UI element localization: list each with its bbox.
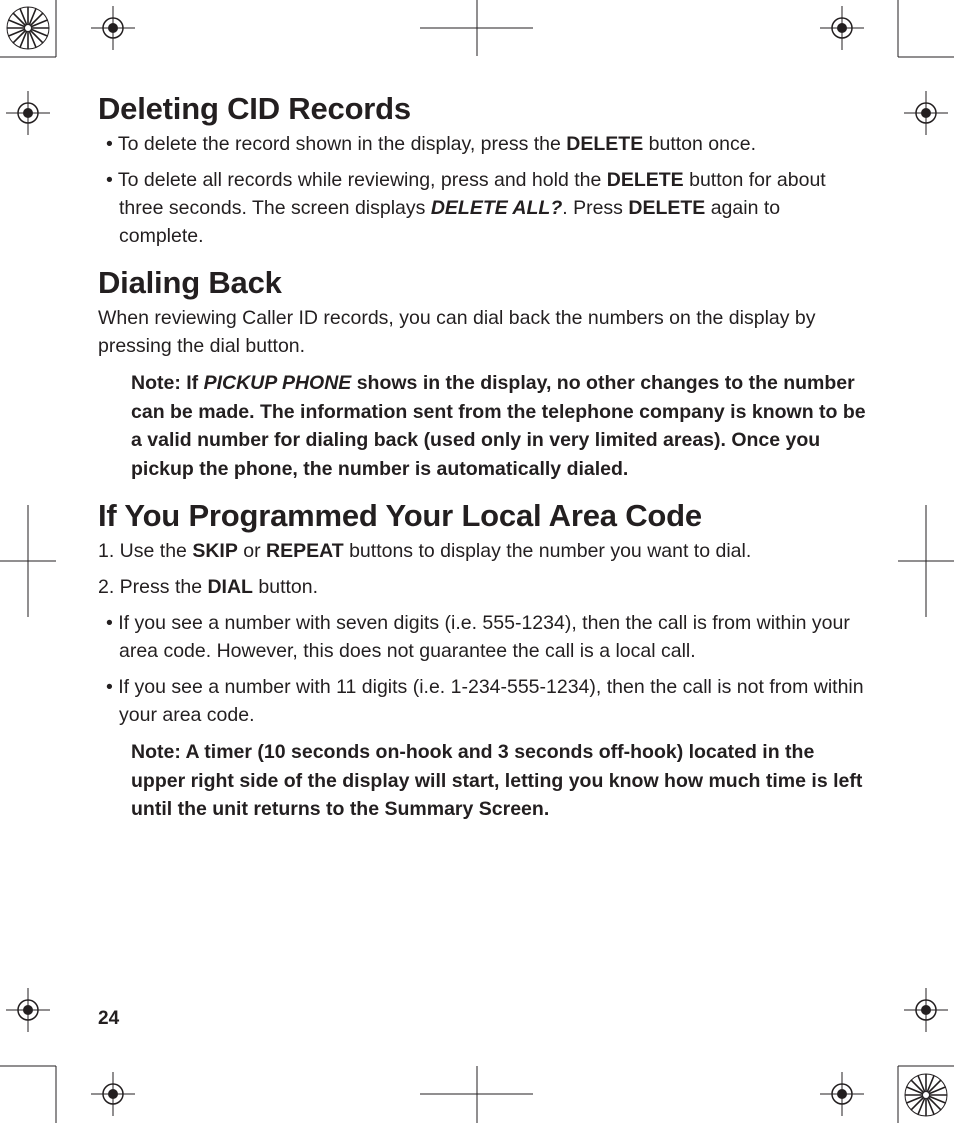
starburst-mark-bottom-right <box>905 1074 947 1116</box>
registration-mark <box>904 988 948 1032</box>
heading-dialing-back: Dialing Back <box>98 265 282 300</box>
bold-text: REPEAT <box>266 540 344 562</box>
bullet-delete-single <box>98 130 868 158</box>
registration-mark <box>6 91 50 135</box>
text: • To delete the record shown in the display, press the <box>106 133 567 155</box>
bold-text: DELETE <box>566 133 644 155</box>
text: button for about three seconds. The screen displays <box>119 169 826 219</box>
text: shows in the display, no other changes to the number can be made. The information sent from the telephone company is known to be a valid number for dialing back (used only in very limited areas). Once you pickup the phone, the number is automatically dialed. <box>131 372 866 480</box>
bold-text: DIAL <box>207 576 253 598</box>
text: . Press <box>562 197 629 219</box>
starburst-mark-top-left <box>7 7 49 49</box>
bullet-seven-digits: • If you see a number with seven digits (i.e. 555-1234), then the call is from within your area code. However, this does not guarantee the call is a local call. <box>106 612 850 662</box>
registration-mark <box>91 1072 135 1116</box>
bold-text: DELETE <box>628 197 706 219</box>
bold-italic-text: DELETE ALL? <box>430 197 563 219</box>
registration-mark <box>6 988 50 1032</box>
page-content <box>98 90 868 824</box>
text: 1. Use the <box>98 540 193 562</box>
registration-mark <box>820 6 864 50</box>
bullet-eleven-digits: • If you see a number with 11 digits (i.e. 1-234-555-1234), then the call is not from within your area code. <box>106 676 864 726</box>
step-1 <box>98 537 868 565</box>
bullet-delete-all <box>98 166 868 250</box>
heading-local-area-code: If You Programmed Your Local Area Code <box>98 498 702 533</box>
note-pickup-phone <box>131 369 868 483</box>
text: button. <box>252 576 319 598</box>
note-timer: Note: A timer (10 seconds on-hook and 3 seconds off-hook) located in the upper right side of the display will start, letting you know how much time is left until the unit returns to the Summary Screen. <box>131 741 863 820</box>
dialing-back-body: When reviewing Caller ID records, you can dial back the numbers on the display by pressing the dial button. <box>98 307 816 357</box>
text: again to complete. <box>119 197 781 247</box>
registration-mark <box>91 6 135 50</box>
bold-text: SKIP <box>192 540 238 562</box>
text: or <box>237 540 267 562</box>
text: 2. Press the <box>98 576 208 598</box>
registration-mark <box>820 1072 864 1116</box>
step-2 <box>98 573 868 601</box>
text: Note: If <box>131 372 204 394</box>
italic-text: PICKUP PHONE <box>203 372 352 394</box>
text: buttons to display the number you want to dial. <box>343 540 752 562</box>
page-number: 24 <box>98 1008 120 1029</box>
text: • To delete all records while reviewing, press and hold the <box>106 169 607 191</box>
heading-deleting-cid-records: Deleting CID Records <box>98 91 411 126</box>
text: button once. <box>643 133 756 155</box>
registration-mark <box>904 91 948 135</box>
bold-text: DELETE <box>606 169 684 191</box>
